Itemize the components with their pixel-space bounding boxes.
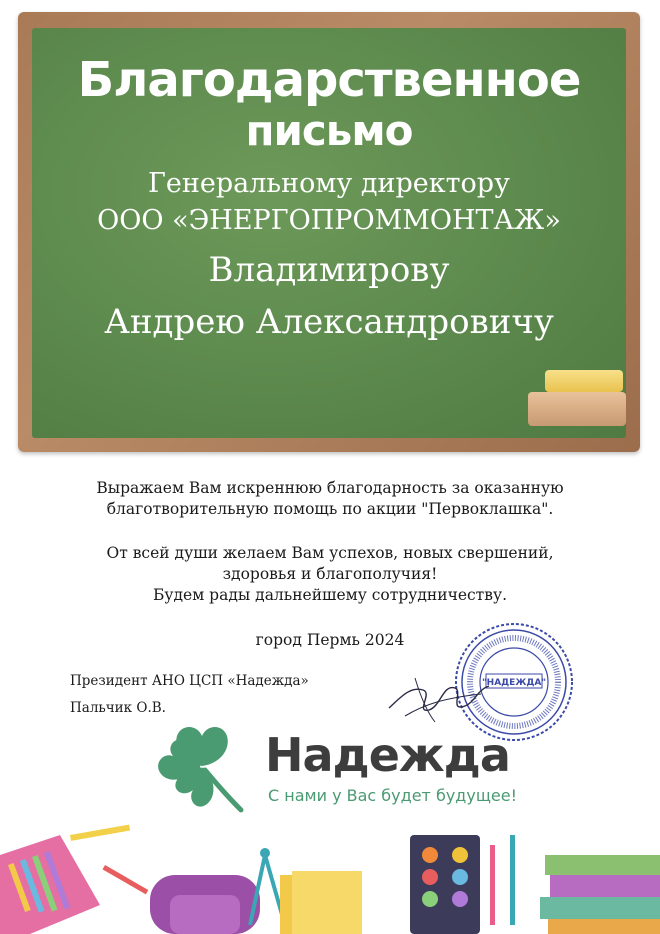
signatory-position: Президент АНО ЦСП «Надежда»: [70, 673, 309, 689]
addressee-company: ООО «ЭНЕРГОПРОММОНТАЖ»: [97, 205, 561, 236]
logo-name: Надежда: [265, 728, 510, 782]
gratitude-paragraph: Выражаем Вам искреннюю благодарность за оказанную благотворительную помощь по акции "Первоклашка".: [96, 479, 564, 518]
logo-slogan: С нами у Вас будет будущее!: [268, 786, 517, 805]
pencil-case-icon: [0, 835, 100, 934]
letter-title-line2: письмо: [245, 106, 413, 155]
paint-palette-icon: [410, 835, 480, 934]
chalk-icon: [545, 370, 623, 392]
signatory-name: Пальчик О.В.: [70, 700, 166, 716]
notebook-icon: [280, 871, 362, 934]
wishes-paragraph: От всей души желаем Вам успехов, новых свершений, здоровья и благополучия! Будем рады дальнейшему сотрудничеству.: [106, 544, 554, 604]
addressee-position: Генеральному директору: [148, 168, 510, 199]
school-supplies-illustration: [0, 815, 660, 934]
addressee-surname: Владимирову: [208, 250, 450, 290]
stamp-center-text: "НАДЕЖДА": [481, 678, 547, 688]
letter-title-line1: Благодарственное: [77, 52, 581, 108]
handwritten-signature: [385, 668, 495, 728]
eraser-icon: [528, 392, 626, 426]
clover-icon: [155, 720, 250, 815]
place-date: город Пермь 2024: [255, 631, 405, 649]
addressee-name: Андрею Александровичу: [104, 302, 554, 342]
backpack-icon: [150, 875, 260, 934]
books-icon: [540, 855, 660, 934]
brush-icon: [490, 835, 515, 925]
